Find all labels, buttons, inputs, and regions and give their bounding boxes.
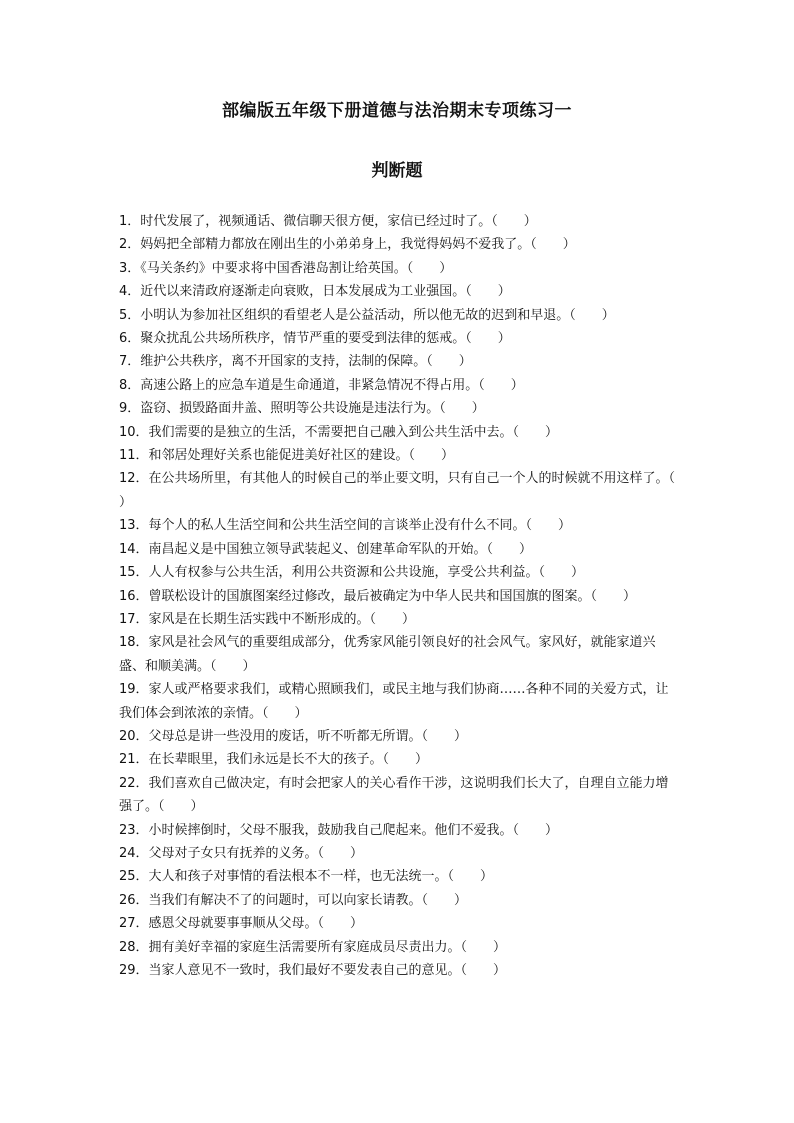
question-number: 21． [119, 752, 149, 768]
question-number: 19． [119, 682, 149, 698]
section-heading: 判断题 [371, 161, 423, 181]
question-number: 20． [119, 728, 149, 744]
question-item [119, 678, 679, 725]
question-text: 父母总是讲一些没用的废话，听不听都无所谓。（ ） [148, 728, 468, 744]
question-number: 17． [119, 611, 149, 627]
question-number: 9． [119, 401, 141, 417]
question-item [119, 561, 679, 584]
question-text: 家人或严格要求我们，或精心照顾我们，或民主地与我们协商……各种不同的关爱方式，让我们体会到浓浓的亲情。（ ） [119, 682, 669, 721]
question-number: 25． [119, 869, 149, 885]
question-item [119, 210, 679, 233]
question-item [119, 936, 679, 959]
question-text: 家风是社会风气的重要组成部分，优秀家风能引领良好的社会风气。家风好，就能家道兴盛、和顺美满。（ ） [119, 635, 656, 674]
question-text: 我们需要的是独立的生活，不需要把自己融入到公共生活中去。（ ） [148, 424, 559, 440]
question-text: 每个人的私人生活空间和公共生活空间的言谈举止没有什么不同。（ ） [148, 518, 572, 534]
question-item [119, 421, 679, 444]
question-text: 当我们有解决不了的问题时，可以向家长请教。（ ） [148, 892, 468, 908]
question-number: 12． [119, 471, 149, 487]
question-number: 14． [119, 541, 149, 557]
document-title: 部编版五年级下册道德与法治期末专项练习一 [222, 101, 572, 121]
question-number: 13． [119, 518, 149, 534]
question-text: 在公共场所里，有其他人的时候自己的举止要文明，只有自己一个人的时候就不用这样了。（ ） [119, 471, 702, 510]
question-item [119, 725, 679, 748]
question-text: 和邻居处理好关系也能促进美好社区的建设。（ ） [148, 448, 455, 464]
question-text: 父母对子女只有抚养的义务。（ ） [148, 845, 364, 861]
question-item [119, 514, 679, 537]
question-number: 27． [119, 916, 149, 932]
question-text: 当家人意见不一致时，我们最好不要发表自己的意见。（ ） [148, 963, 507, 978]
question-item [119, 304, 679, 327]
question-item [119, 772, 679, 819]
question-item [119, 233, 679, 256]
question-item [119, 585, 679, 608]
question-number: 22． [119, 775, 149, 791]
question-item [119, 608, 679, 631]
question-item [119, 374, 679, 397]
question-text: 小时候摔倒时，父母不服我，鼓励我自己爬起来。他们不爱我。（ ） [148, 822, 559, 838]
question-text: 维护公共秩序，离不开国家的支持，法制的保障。（ ） [140, 354, 472, 370]
question-number: 6． [119, 331, 141, 347]
question-text: 时代发展了，视频通话、微信聊天很方便，家信已经过时了。（ ） [140, 214, 537, 229]
question-text: 我们喜欢自己做决定，有时会把家人的关心看作干涉，这说明我们长大了，自理自立能力增强了。（ ） [119, 775, 669, 815]
question-text: 家风是在长期生活实践中不断形成的。（ ） [148, 611, 416, 627]
question-item [119, 631, 679, 678]
question-text: 《马关条约》中要求将中国香港岛割让给英国。（ ） [140, 260, 453, 276]
question-item [119, 959, 679, 982]
question-item [119, 842, 679, 865]
question-text: 盗窃、损毁路面井盖、照明等公共设施是违法行为。（ ） [140, 401, 485, 417]
question-item [119, 280, 679, 303]
question-item [119, 467, 702, 514]
question-text: 小明认为参加社区组织的看望老人是公益活动，所以他无故的迟到和早退。（ ） [140, 307, 615, 323]
question-number: 24． [119, 845, 149, 861]
question-item [119, 257, 679, 280]
question-number: 28． [119, 939, 149, 955]
question-number: 1． [119, 214, 141, 229]
question-item [119, 397, 679, 420]
question-text: 拥有美好幸福的家庭生活需要所有家庭成员尽责出力。（ ） [148, 939, 507, 955]
question-list [119, 210, 702, 982]
question-text: 感恩父母就要事事顺从父母。（ ） [148, 916, 364, 932]
question-number: 3． [119, 260, 141, 276]
question-number: 23． [119, 822, 149, 838]
question-item [119, 889, 679, 912]
question-number: 8． [119, 377, 141, 393]
question-text: 近代以来清政府逐渐走向衰败，日本发展成为工业强国。（ ） [140, 284, 511, 300]
question-item [119, 350, 679, 373]
question-text: 聚众扰乱公共场所秩序，情节严重的要受到法律的惩戒。（ ） [140, 331, 511, 347]
question-number: 18． [119, 635, 149, 651]
question-text: 曾联松设计的国旗图案经过修改，最后被确定为中华人民共和国国旗的图案。（ ） [148, 588, 637, 604]
question-number: 2． [119, 237, 141, 253]
question-text: 人人有权参与公共生活，利用公共资源和公共设施，享受公共利益。（ ） [148, 565, 585, 581]
question-number: 11． [119, 448, 149, 464]
question-item [119, 327, 679, 350]
question-number: 29． [119, 963, 149, 978]
question-number: 16． [119, 588, 149, 604]
question-text: 南昌起义是中国独立领导武装起义、创建革命军队的开始。（ ） [148, 541, 533, 557]
question-item [119, 819, 679, 842]
question-text: 在长辈眼里，我们永远是长不大的孩子。（ ） [148, 752, 429, 768]
question-item [119, 538, 679, 561]
question-number: 5． [119, 307, 141, 323]
question-number: 10． [119, 424, 149, 440]
question-number: 4． [119, 284, 141, 300]
question-item [119, 912, 679, 935]
question-item [119, 748, 679, 771]
question-number: 26． [119, 892, 149, 908]
question-item [119, 865, 679, 888]
question-text: 高速公路上的应急车道是生命通道，非紧急情况不得占用。（ ） [140, 377, 524, 393]
question-item [119, 444, 679, 467]
question-number: 7． [119, 354, 141, 370]
question-text: 大人和孩子对事情的看法根本不一样，也无法统一。（ ） [148, 869, 494, 885]
question-text: 妈妈把全部精力都放在刚出生的小弟弟身上，我觉得妈妈不爱我了。（ ） [140, 237, 576, 253]
question-number: 15． [119, 565, 149, 581]
